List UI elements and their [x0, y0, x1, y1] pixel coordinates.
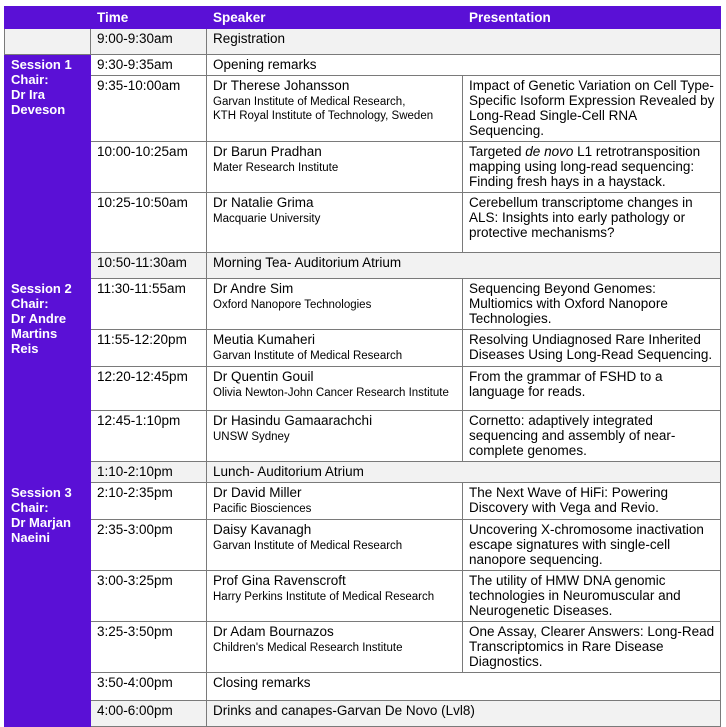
talk-row	[5, 330, 721, 367]
speaker-institution: Garvan Institute of Medical Research	[213, 350, 403, 362]
session-3-chair	[5, 483, 91, 727]
presentation-title: Impact of Genetic Variation on Cell Type-Specific Isoform Expression Revealed by Long-Read Single-Cell RNA Sequencing.	[463, 76, 721, 142]
break-row	[5, 29, 721, 55]
presentation-title: Uncovering X-chromosome inactivation escape signatures with single-cell nanopore sequencing.	[463, 520, 721, 571]
header-presentation: Presentation	[463, 7, 721, 29]
break-label: Morning Tea- Auditorium Atrium	[207, 253, 721, 279]
speaker-name: Dr Therese Johansson	[213, 78, 350, 93]
talk-row	[5, 367, 721, 411]
break-row	[5, 462, 721, 483]
speaker-cell	[207, 142, 463, 193]
header-row	[5, 7, 721, 29]
speaker-name: Dr Hasindu Gamaarachchi	[213, 413, 373, 428]
presentation-title: Cerebellum transcriptome changes in ALS: Insights into early pathology or protective mechanisms?	[463, 193, 721, 253]
time-cell: 11:55-12:20pm	[91, 330, 207, 367]
time-cell: 1:10-2:10pm	[91, 462, 207, 483]
talk-row	[5, 142, 721, 193]
presentation-rest: L1 retrotransposition mapping using long-read sequencing: Finding fresh hays in a haystack.	[469, 144, 701, 189]
talk-row	[5, 411, 721, 462]
presentation-title: Cornetto: adaptively integrated sequencing and assembly of near-complete genomes.	[463, 411, 721, 462]
presentation-title	[463, 142, 721, 193]
time-cell: 9:35-10:00am	[91, 76, 207, 142]
speaker-cell	[207, 483, 463, 520]
speaker-cell	[207, 193, 463, 253]
speaker-institution: Children's Medical Research Institute	[213, 642, 403, 654]
remarks-row	[5, 673, 721, 701]
speaker-institution: Oxford Nanopore Technologies	[213, 299, 372, 311]
speaker-institution: Garvan Institute of Medical Research	[213, 540, 403, 552]
break-row	[5, 253, 721, 279]
talk-row	[5, 571, 721, 622]
break-row	[5, 701, 721, 727]
talk-row	[5, 520, 721, 571]
speaker-name: Meutia Kumaheri	[213, 332, 316, 347]
speaker-cell	[207, 330, 463, 367]
time-cell: 3:00-3:25pm	[91, 571, 207, 622]
header-time: Time	[91, 7, 207, 29]
time-cell: 2:35-3:00pm	[91, 520, 207, 571]
remarks-label: Closing remarks	[207, 673, 721, 701]
speaker-cell	[207, 279, 463, 330]
session-label: Session 1 Chair: Dr Ira Deveson	[11, 57, 72, 117]
talk-row	[5, 483, 721, 520]
speaker-name: Dr Quentin Gouil	[213, 369, 314, 384]
presentation-title: From the grammar of FSHD to a language for reads.	[463, 367, 721, 411]
session-2-chair	[5, 279, 91, 483]
speaker-institution: UNSW Sydney	[213, 431, 290, 443]
time-cell: 12:45-1:10pm	[91, 411, 207, 462]
break-label: Lunch- Auditorium Atrium	[207, 462, 721, 483]
talk-row	[5, 193, 721, 253]
presentation-title: The Next Wave of HiFi: Powering Discovery with Vega and Revio.	[463, 483, 721, 520]
presentation-prefix: Targeted	[469, 144, 526, 159]
time-cell: 9:30-9:35am	[91, 55, 207, 76]
presentation-title: The utility of HMW DNA genomic technologies in Neuromuscular and Neurogenetic Diseases.	[463, 571, 721, 622]
speaker-cell	[207, 367, 463, 411]
speaker-cell	[207, 411, 463, 462]
schedule-table	[4, 6, 721, 727]
speaker-cell	[207, 571, 463, 622]
speaker-institution: Garvan Institute of Medical Research, KTH Royal Institute of Technology, Sweden	[213, 96, 434, 122]
speaker-name: Daisy Kavanagh	[213, 522, 312, 537]
speaker-cell	[207, 76, 463, 142]
time-cell: 10:25-10:50am	[91, 193, 207, 253]
session-1-chair	[5, 55, 91, 279]
time-cell: 10:50-11:30am	[91, 253, 207, 279]
time-cell: 3:50-4:00pm	[91, 673, 207, 701]
remarks-label: Opening remarks	[207, 55, 721, 76]
speaker-name: Dr Andre Sim	[213, 281, 294, 296]
time-cell: 11:30-11:55am	[91, 279, 207, 330]
remarks-row	[5, 55, 721, 76]
session-label: Session 2 Chair: Dr Andre Martins Reis	[11, 281, 72, 356]
presentation-title: Resolving Undiagnosed Rare Inherited Diseases Using Long-Read Sequencing.	[463, 330, 721, 367]
talk-row	[5, 279, 721, 330]
time-cell: 4:00-6:00pm	[91, 701, 207, 727]
break-label: Drinks and canapes-Garvan De Novo (Lvl8)	[207, 701, 721, 727]
program-schedule	[4, 6, 721, 727]
speaker-name: Prof Gina Ravenscroft	[213, 573, 346, 588]
speaker-name: Dr Adam Bournazos	[213, 624, 334, 639]
speaker-institution: Harry Perkins Institute of Medical Research	[213, 591, 435, 603]
presentation-italic: de novo	[525, 144, 574, 159]
time-cell: 9:00-9:30am	[91, 29, 207, 55]
speaker-cell	[207, 622, 463, 673]
speaker-institution: Macquarie University	[213, 213, 321, 225]
speaker-name: Dr Natalie Grima	[213, 195, 314, 210]
time-cell: 3:25-3:50pm	[91, 622, 207, 673]
session-cell-empty	[5, 29, 91, 55]
talk-row	[5, 622, 721, 673]
header-speaker: Speaker	[207, 7, 463, 29]
speaker-institution: Pacific Biosciences	[213, 503, 312, 515]
speaker-name: Dr Barun Pradhan	[213, 144, 322, 159]
time-cell: 10:00-10:25am	[91, 142, 207, 193]
break-label: Registration	[207, 29, 721, 55]
presentation-title: One Assay, Clearer Answers: Long-Read Transcriptomics in Rare Disease Diagnostics.	[463, 622, 721, 673]
speaker-institution: Olivia Newton-John Cancer Research Institute	[213, 387, 449, 399]
header-session	[5, 7, 91, 29]
speaker-institution: Mater Research Institute	[213, 162, 339, 174]
talk-row	[5, 76, 721, 142]
presentation-title: Sequencing Beyond Genomes: Multiomics with Oxford Nanopore Technologies.	[463, 279, 721, 330]
speaker-name: Dr David Miller	[213, 485, 302, 500]
time-cell: 2:10-2:35pm	[91, 483, 207, 520]
session-label: Session 3 Chair: Dr Marjan Naeini	[11, 485, 72, 545]
speaker-cell	[207, 520, 463, 571]
time-cell: 12:20-12:45pm	[91, 367, 207, 411]
